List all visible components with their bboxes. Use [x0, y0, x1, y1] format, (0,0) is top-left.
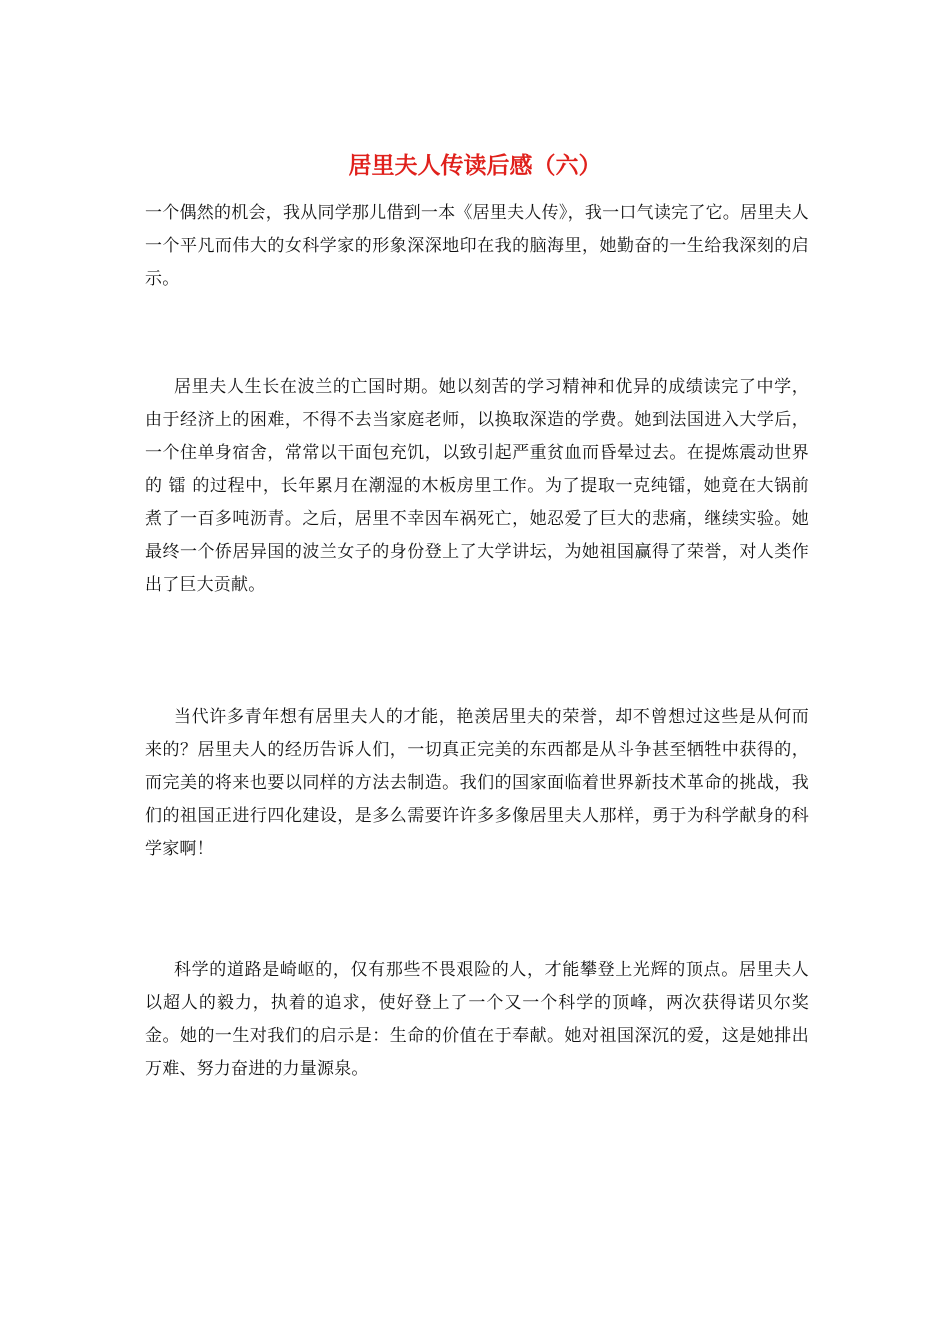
- paragraph-4: 科学的道路是崎岖的，仅有那些不畏艰险的人，才能攀登上光辉的顶点。居里夫人以超人的毅力，执着的追求，使好登上了一个又一个科学的顶峰，两次获得诺贝尔奖金。她的一生对我们的启示是：生命的价值在于奉献。她对祖国深沉的爱，这是她排出万难、努力奋进的力量源泉。: [145, 960, 809, 1079]
- paragraph-3: 当代许多青年想有居里夫人的才能，艳羡居里夫的荣誉，却不曾想过这些是从何而来的？居里夫人的经历告诉人们，一切真正完美的东西都是从斗争甚至牺牲中获得的，而完美的将来也要以同样的方法去制造。我们的国家面临着世界新技术革命的挑战，我们的祖国正进行四化建设，是多么需要许许多多像居里夫人那样，勇于为科学献身的科学家啊！: [145, 707, 809, 859]
- paragraph-1: 一个偶然的机会，我从同学那儿借到一本《居里夫人传》，我一口气读完了它。居里夫人 一个平凡而伟大的女科学家的形象深深地印在我的脑海里，她勤奋的一生给我深刻的启示。: [145, 203, 809, 289]
- paragraph-2: 居里夫人生长在波兰的亡国时期。她以刻苦的学习精神和优异的成绩读完了中学，由于经济上的困难，不得不去当家庭老师，以换取深造的学费。她到法国进入大学后，一个住单身宿舍，常常以干面包充饥，以致引起严重贫血而昏晕过去。在提炼震动世界的 镭 的过程中，长年累月在潮湿的木板房里工作。为了提取一克纯镭，她竟在大锅前煮了一百多吨沥青。之后，居里不幸因车祸死亡，她忍爱了巨大的悲痛，继续实验。她最终一个侨居异国的波兰女子的身份登上了大学讲坛，为她祖国赢得了荣誉，对人类作出了巨大贡献。: [145, 377, 809, 595]
- document-title: 居里夫人传读后感（六）: [348, 152, 602, 179]
